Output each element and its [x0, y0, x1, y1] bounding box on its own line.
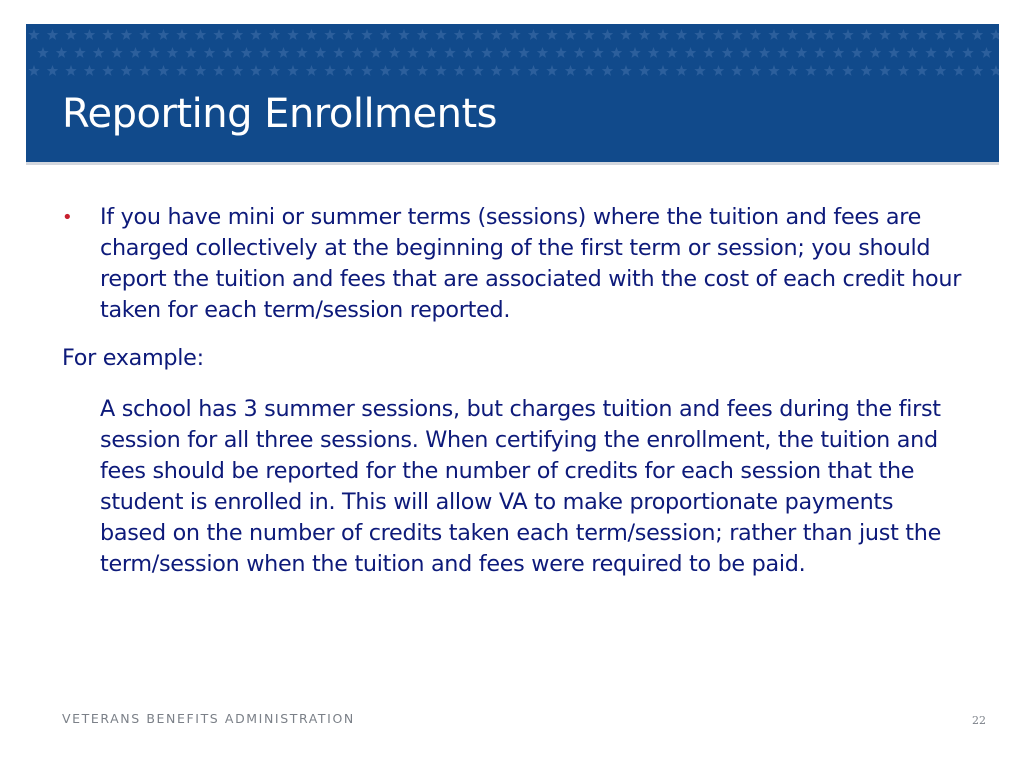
star-pattern-stars [28, 29, 999, 76]
page-number: 22 [972, 714, 986, 727]
slide-content [62, 202, 962, 580]
slide-title: Reporting Enrollments [62, 91, 498, 137]
header-divider [26, 162, 999, 165]
star-pattern-icon [26, 24, 999, 82]
example-label: For example: [62, 345, 204, 371]
example-body: A school has 3 summer sessions, but charges tuition and fees during the first session for all three sessions. When certifying the enrollment, the tuition and fees should be reported for the number of credits for each session that the student is enrolled in. This will allow VA to make proportionate payments based on the number of credits taken each term/session; rather than just the term/session when the tuition and fees were required to be paid. [100, 396, 941, 577]
bullet-text: If you have mini or summer terms (sessions) where the tuition and fees are charged collectively at the beginning of the first term or session; you should report the tuition and fees that are associated with the cost of each credit hour taken for each term/session reported. [100, 204, 962, 323]
bullet-dot-icon: • [62, 207, 73, 228]
bullet-paragraph [62, 202, 962, 326]
footer-organization: VETERANS BENEFITS ADMINISTRATION [62, 711, 355, 726]
